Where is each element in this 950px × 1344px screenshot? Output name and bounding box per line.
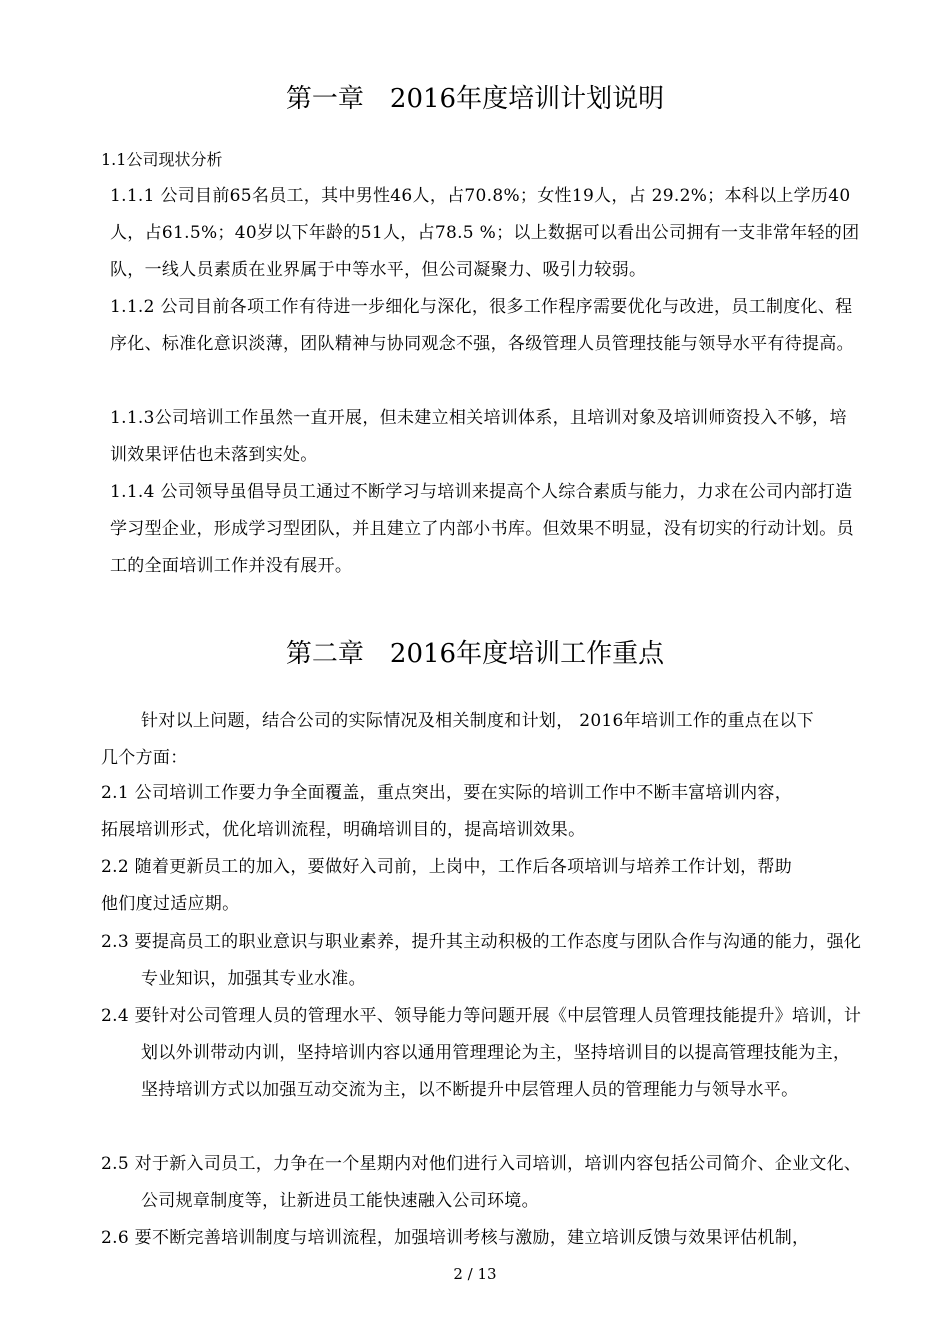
paragraph-1-1-4: 1.1.4 公司领导虽倡导员工通过不断学习与培训来提高个人综合素质与能力，力求在公司内部打造学习型企业，形成学习型团队，并且建立了内部小书库。但效果不明显，没有切实的行动计划。员工的全面培训工作并没有展开。 (110, 482, 854, 576)
paragraph-1-1-3: 1.1.3公司培训工作虽然一直开展，但未建立相关培训体系，且培训对象及培训师资投入不够，培训效果评估也未落到实处。 (110, 408, 847, 465)
chapter-2-intro: 针对以上问题，结合公司的实际情况及相关制度和计划， 2016年培训工作的重点在以下几个方面： (101, 711, 814, 768)
paragraph-1-1-1: 1.1.1 公司目前65名员工，其中男性46人，占70.8%；女性19人，占 29.2%；本科以上学历40人，占61.5%；40岁以下年龄的51人，占78.5 %；以上数据可以看出公司拥有一支非常年轻的团队，一线人员素质在业界属于中等水平，但公司凝聚力、吸引力较弱。 (110, 186, 860, 280)
paragraph-2-2: 2.2 随着更新员工的加入，要做好入司前，上岗中，工作后各项培训与培养工作计划，帮助他们度过适应期。 (101, 857, 793, 914)
paragraph-2-5: 2.5 对于新入司员工，力争在一个星期内对他们进行入司培训，培训内容包括公司简介、企业文化、公司规章制度等，让新进员工能快速融入公司环境。 (101, 1154, 862, 1211)
paragraph-2-6: 2.6 要不断完善培训制度与培训流程，加强培训考核与激励，建立培训反馈与效果评估机制， (101, 1228, 810, 1248)
chapter-1-title: 第一章 2016年度培训计划说明 (285, 84, 665, 114)
paragraph-1-1-2: 1.1.2 公司目前各项工作有待进一步细化与深化，很多工作程序需要优化与改进，员工制度化、程序化、标准化意识淡薄，团队精神与协同观念不强，各级管理人员管理技能与领导水平有待提高。 (110, 297, 854, 354)
chapter-2-title: 第二章 2016年度培训工作重点 (285, 639, 665, 669)
paragraph-2-3: 2.3 要提高员工的职业意识与职业素养，提升其主动积极的工作态度与团队合作与沟通的能力，强化专业知识，加强其专业水准。 (101, 932, 862, 989)
section-1-1-heading: 1.1公司现状分析 (101, 150, 223, 169)
paragraph-2-4: 2.4 要针对公司管理人员的管理水平、领导能力等问题开展《中层管理人员管理技能提升》培训，计划以外训带动内训，坚持培训内容以通用管理理论为主，坚持培训目的以提高管理技能为主，坚持培训方式以加强互动交流为主，以不断提升中层管理人员的管理能力与领导水平。 (101, 1006, 862, 1100)
paragraph-2-1: 2.1 公司培训工作要力争全面覆盖，重点突出，要在实际的培训工作中不断丰富培训内容，拓展培训形式，优化培训流程，明确培训目的，提高培训效果。 (101, 783, 793, 840)
page-number: 2 / 13 (453, 1265, 497, 1283)
